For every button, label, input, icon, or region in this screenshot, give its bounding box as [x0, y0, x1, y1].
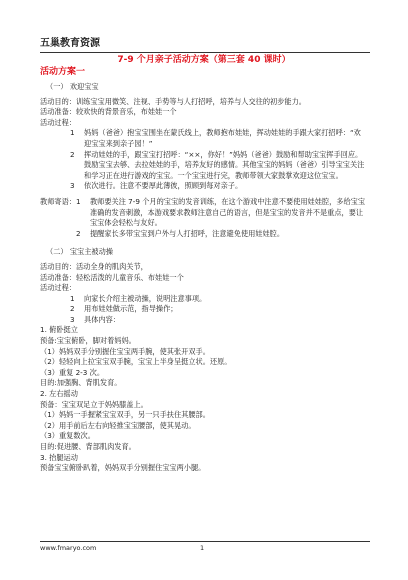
tip-item: 1 教师要关注 7-9 个月的宝宝的发音训练，在这个游戏中注意不要使用娃娃腔，多给宝宝准确的发音刺激，本游戏要求教师注意自己的语言，但是宝宝的发音并不是重点，要让宝宝体会轻松与友好。	[75, 196, 366, 228]
s1-step: 2 挥动娃娃的手，跟宝宝打招呼：“××，你好！”妈妈（爸爸）鼓励和帮助宝宝挥手回应。鼓励宝宝去够、去拉娃娃的手，培养友好的感情。其他宝宝的妈妈（爸爸）引导宝宝关注和学习正在进行游戏的宝宝。一个宝宝进行完，教师带领大家鼓掌欢迎这位宝宝。	[70, 149, 365, 180]
exercise-line: 预备宝宝俯卧趴着，妈妈双手分别握住宝宝两小腿。	[40, 463, 206, 473]
s1-process-label: 活动过程：	[40, 117, 76, 127]
exercise-line: （3）重复 2-3 次。	[40, 367, 105, 377]
s1-step: 3 依次进行。注意不要厚此薄彼，照顾到每对亲子。	[70, 181, 243, 191]
section-heading-1: （一） 欢迎宝宝	[46, 82, 99, 91]
s2-step: 3 具体内容：	[70, 314, 120, 324]
document-body	[40, 54, 368, 474]
exercise-line: 预备:宝宝俯卧，脚对着妈妈。	[40, 336, 136, 346]
section-heading-2: （二） 宝宝主被动操	[46, 247, 113, 257]
exercise-line: 预备：宝宝双足立于妈妈膝盖上。	[40, 399, 148, 409]
exercise-line: （2）用手前后左右向轻推宝宝腰部，使其晃动。	[40, 420, 196, 430]
doc-title: 7-9 个月亲子活动方案（第三套 40 课时）	[117, 55, 291, 65]
s2-prep: 活动准备：轻松活泼的儿童音乐、布娃娃一个	[40, 272, 184, 282]
exercise-line: （1）妈妈双手分别握住宝宝两手腕，使其张开双手。	[40, 346, 210, 356]
page-header: 五巢教育资源	[40, 34, 370, 53]
page-footer	[40, 541, 370, 552]
s2-process-label: 活动过程：	[40, 283, 76, 293]
page-number: 1	[200, 544, 205, 552]
exercise-line: （1）妈妈一手握紧宝宝双手，另一只手扶住其腰部。	[40, 410, 210, 420]
s2-step: 2 用布娃娃做示范，指导操作；	[70, 304, 178, 314]
exercise-line: 2. 左右摇动	[40, 389, 78, 399]
s2-goal: 活动目的：活动全身的肌肉关节，	[40, 261, 148, 271]
doc-subtitle: 活动方案一	[40, 67, 86, 77]
tip-item: 2 提醒家长多带宝宝到户外与人打招呼，注意避免使用娃娃腔。	[75, 228, 285, 238]
s2-step: 1 向家长介绍主被动操，说明注意事项。	[70, 293, 207, 303]
exercise-line: 目的:促进腰、背部肌肉发育。	[40, 442, 136, 451]
s1-steps	[40, 128, 368, 192]
s2-steps	[40, 294, 368, 326]
exercise-line: （2）轻轻向上拉宝宝双手腕，宝宝上半身呈挺立状。还原。	[40, 357, 232, 367]
teacher-tips	[40, 197, 368, 239]
s1-step: 1 妈妈（爸爸）抱宝宝围坐在蒙氏线上，教师抱布娃娃，挥动娃娃的手跟大家打招呼：“欢迎宝宝来到亲子园！”	[70, 128, 361, 148]
exercise-line: 目的:加强胸、背肌发育。	[40, 378, 122, 388]
footer-url: www.fmaryo.com	[40, 544, 97, 552]
exercise-line: （3）重复数次。	[40, 431, 95, 441]
exercise-line: 1. 俯卧挺立	[40, 325, 78, 335]
tips-label: 教师寄语：	[40, 196, 76, 206]
s1-prep: 活动准备：较欢快的背景音乐，布娃娃一个	[40, 107, 177, 117]
s1-goal: 活动目的：训练宝宝用微笑、注视、手势等与人打招呼，培养与人交往的初步能力。	[40, 96, 306, 106]
exercise-line: 3. 抬腿运动	[40, 452, 78, 462]
